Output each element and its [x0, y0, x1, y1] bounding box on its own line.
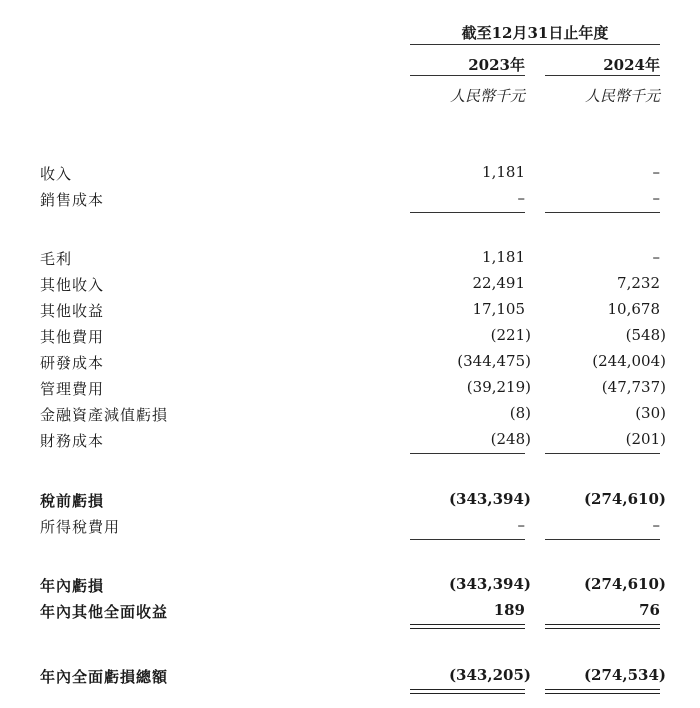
- col-2024-year: 2024年: [603, 56, 660, 74]
- row-label: 銷售成本: [40, 191, 105, 209]
- subtotal-rule: [410, 539, 525, 540]
- row-label: 其他收益: [40, 302, 105, 320]
- row-label: 其他費用: [40, 328, 105, 346]
- value-2023: 1,181: [482, 163, 525, 181]
- value-2023: –: [517, 516, 525, 534]
- value-2024: (244,004): [592, 352, 666, 370]
- double-rule: [545, 624, 660, 629]
- value-2024: (47,737): [601, 378, 666, 396]
- value-2023: (343,394): [448, 490, 531, 508]
- row-label: 年內全面虧損總額: [40, 668, 169, 686]
- value-2024: –: [652, 189, 660, 207]
- double-rule: [410, 624, 525, 629]
- value-2023: 22,491: [472, 274, 525, 292]
- value-2024: (201): [625, 430, 666, 448]
- double-rule: [545, 689, 660, 694]
- value-2023: (8): [509, 404, 531, 422]
- subtotal-rule: [545, 212, 660, 213]
- col-2023-year: 2023年: [468, 56, 525, 74]
- header-rule: [410, 44, 660, 45]
- value-2024: –: [652, 516, 660, 534]
- value-2023: 17,105: [472, 300, 525, 318]
- value-2023: 1,181: [482, 248, 525, 266]
- value-2024: (274,610): [583, 575, 666, 593]
- subtotal-rule: [410, 453, 525, 454]
- subtotal-rule: [545, 453, 660, 454]
- col-2024-year-rule: [545, 75, 660, 76]
- value-2024: –: [652, 163, 660, 181]
- row-label: 年內虧損: [40, 577, 105, 595]
- value-2024: –: [652, 248, 660, 266]
- value-2024: (548): [625, 326, 666, 344]
- value-2023: (343,394): [448, 575, 531, 593]
- row-label: 年內其他全面收益: [40, 603, 169, 621]
- value-2024: 7,232: [617, 274, 660, 292]
- period-header: 截至12月31日止年度: [461, 24, 609, 42]
- value-2024: 10,678: [607, 300, 660, 318]
- row-label: 財務成本: [40, 432, 105, 450]
- subtotal-rule: [545, 539, 660, 540]
- value-2024: (274,534): [583, 666, 666, 684]
- value-2023: (39,219): [466, 378, 531, 396]
- col-2023-year-rule: [410, 75, 525, 76]
- double-rule: [410, 689, 525, 694]
- value-2023: (343,205): [448, 666, 531, 684]
- row-label: 研發成本: [40, 354, 105, 372]
- col-2024-unit: 人民幣千元: [584, 87, 660, 105]
- value-2023: (344,475): [457, 352, 531, 370]
- value-2023: (221): [490, 326, 531, 344]
- row-label: 其他收入: [40, 276, 105, 294]
- row-label: 所得稅費用: [40, 518, 121, 536]
- value-2023: –: [517, 189, 525, 207]
- row-label: 金融資產減值虧損: [40, 406, 169, 424]
- row-label: 毛利: [40, 250, 73, 268]
- value-2023: (248): [490, 430, 531, 448]
- value-2024: 76: [639, 601, 660, 619]
- row-label: 收入: [40, 165, 73, 183]
- value-2024: (274,610): [583, 490, 666, 508]
- col-2023-unit: 人民幣千元: [449, 87, 525, 105]
- value-2023: 189: [493, 601, 525, 619]
- row-label: 稅前虧損: [40, 492, 105, 510]
- row-label: 管理費用: [40, 380, 105, 398]
- subtotal-rule: [410, 212, 525, 213]
- value-2024: (30): [635, 404, 666, 422]
